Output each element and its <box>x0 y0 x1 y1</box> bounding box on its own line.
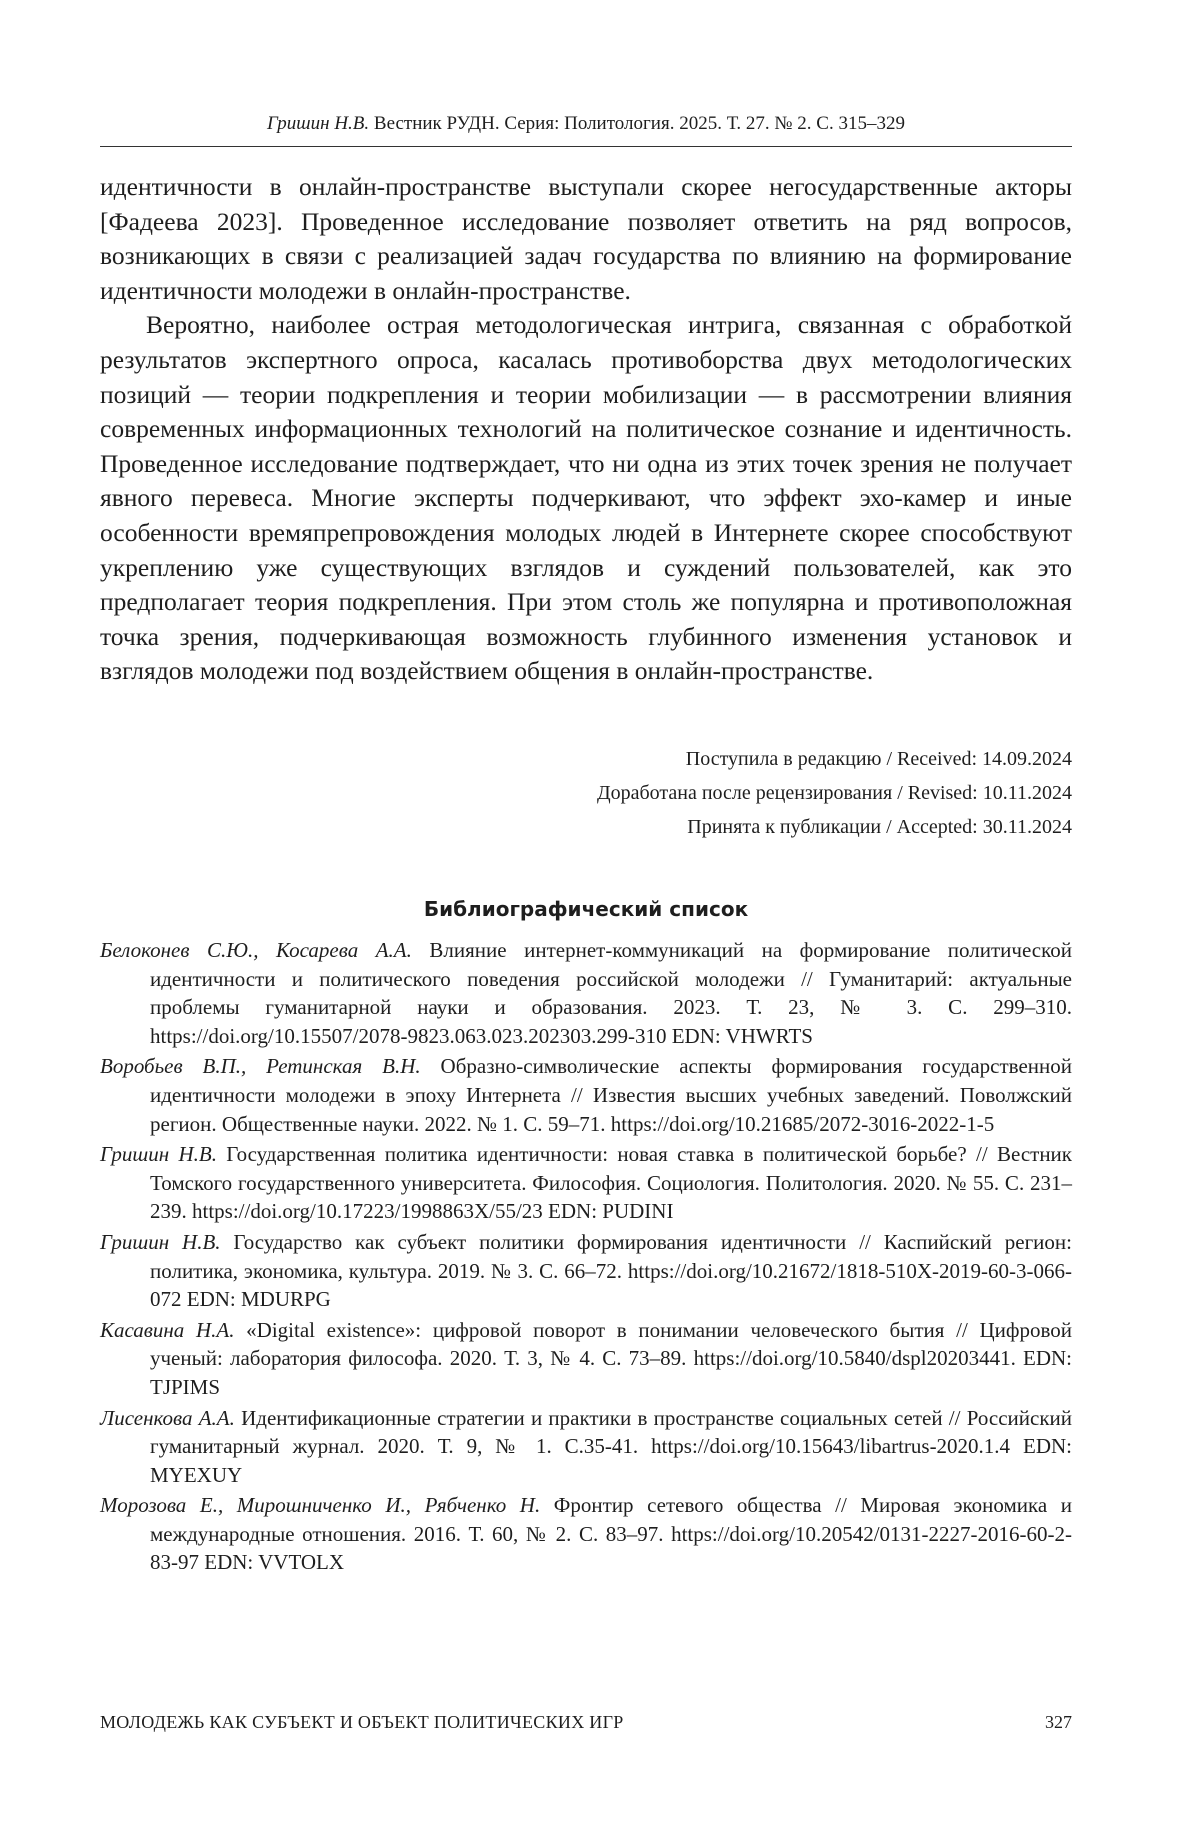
entry-authors: Морозова Е., Мирошниченко И., Рябченко Н. <box>100 1493 541 1518</box>
entry-text: Фронтир сетевого общества // Мировая экономика и международные отношения. 2016. Т. 60, № 2. С. 83–97. https://doi.org/10.20542/0131-2227-2016-60-2-83-97 EDN: VVTOLX <box>150 1493 1072 1575</box>
entry-authors: Лисенкова А.А. <box>100 1405 235 1430</box>
header-citation: Вестник РУДН. Серия: Политология. 2025. Т. 27. № 2. С. 315–329 <box>369 113 905 134</box>
entry-authors: Гришин Н.В. <box>100 1229 221 1254</box>
running-header <box>100 112 1072 136</box>
entry-text: Образно-символические аспекты формирования государственной идентичности молодежи в эпоху Интернета // Известия высших учебных заведений. Поволжский регион. Общественные науки. 2022. № 1. С. 59–71. https://doi.org/10.21685/2072-3016-2022-1-5 <box>150 1054 1072 1136</box>
footer-section-title: МОЛОДЕЖЬ КАК СУБЪЕКТ И ОБЪЕКТ ПОЛИТИЧЕСКИХ ИГР <box>100 1712 624 1732</box>
bibliography-entry <box>100 1404 1072 1490</box>
accepted-date: Принята к публикации / Accepted: 30.11.2024 <box>687 816 1072 838</box>
header-divider <box>100 146 1072 147</box>
bibliography-entry <box>100 1228 1072 1314</box>
entry-authors: Касавина Н.А. <box>100 1317 235 1342</box>
entry-text: Государственная политика идентичности: новая ставка в политической борьбе? // Вестник Томского государственного университета. Философия. Социология. Политология. 2020. № 55. С. 231–239. https://doi.org/10.17223/1998863X/55/23 EDN: PUDINI <box>150 1142 1072 1224</box>
header-author: Гришин Н.В. <box>267 113 370 134</box>
entry-authors: Белоконев С.Ю., Косарева А.А. <box>100 938 412 962</box>
article-body <box>100 170 1072 689</box>
body-paragraph: идентичности в онлайн-пространстве выступали скорее негосударственные акторы [Фадеева 2023]. Проведенное исследование позволяет ответить на ряд вопросов, возникающих в связи с реализацией задач государства по влиянию на формирование идентичности молодежи в онлайн-пространстве. <box>100 172 1072 305</box>
bibliography-entry <box>100 1316 1072 1402</box>
bibliography-list <box>100 936 1072 1579</box>
entry-text: Влияние интернет-коммуникаций на формирование политической идентичности и политического поведения российской молодежи // Гуманитарий: актуальные проблемы гуманитарной науки и образования. 2023. Т. 23, № 3. С. 299–310. https://doi.org/10.15507/2078-9823.063.023.202303.299-310 EDN: VHWRTS <box>150 938 1072 1048</box>
entry-authors: Гришин Н.В. <box>100 1142 217 1167</box>
received-date: Поступила в редакцию / Received: 14.09.2024 <box>685 748 1072 770</box>
page-number: 327 <box>1045 1712 1072 1732</box>
body-paragraph: Вероятно, наиболее острая методологическая интрига, связанная с обработкой результатов экспертного опроса, касалась противоборства двух методологических позиций — теории подкрепления и теории мобилизации — в рассмотрении влияния современных информационных технологий на политическое сознание и идентичность. Проведенное исследование подтверждает, что ни одна из этих точек зрения не получает явного перевеса. Многие эксперты подчеркивают, что эффект эхо-камер и иные особенности времяпрепровождения молодых людей в Интернете скорее способствуют укреплению уже существующих взглядов и суждений пользователей, как это предполагает теория подкрепления. При этом столь же популярна и противоположная точка зрения, подчеркивающая возможность глубинного изменения установок и взглядов молодежи под воздействием общения в онлайн-пространстве. <box>100 310 1072 686</box>
entry-text: Идентификационные стратегии и практики в пространстве социальных сетей // Российский гуманитарный журнал. 2020. Т. 9, № 1. С.35-41. https://doi.org/10.15643/libartrus-2020.1.4 EDN: MYEXUY <box>150 1405 1073 1487</box>
article-dates <box>597 742 1072 844</box>
bibliography-entry <box>100 1491 1072 1577</box>
bibliography-entry <box>100 1140 1072 1226</box>
entry-authors: Воробьев В.П., Ретинская В.Н. <box>100 1054 421 1079</box>
bibliography-entry <box>100 1052 1072 1138</box>
bibliography-entry <box>100 936 1072 1050</box>
entry-text: «Digital existence»: цифровой поворот в понимании человеческого бытия // Цифровой ученый: лаборатория философа. 2020. Т. 3, № 4. С. 73–89. https://doi.org/10.5840/dspl20203441. EDN: TJPIMS <box>150 1317 1073 1399</box>
bibliography-heading: Библиографический список <box>423 897 749 921</box>
revised-date: Доработана после рецензирования / Revised: 10.11.2024 <box>596 782 1072 804</box>
entry-text: Государство как субъект политики формирования идентичности // Каспийский регион: политика, экономика, культура. 2019. № 3. С. 66–72. https://doi.org/10.21672/1818-510X-2019-60-3-066-072 EDN: MDURPG <box>150 1229 1072 1312</box>
